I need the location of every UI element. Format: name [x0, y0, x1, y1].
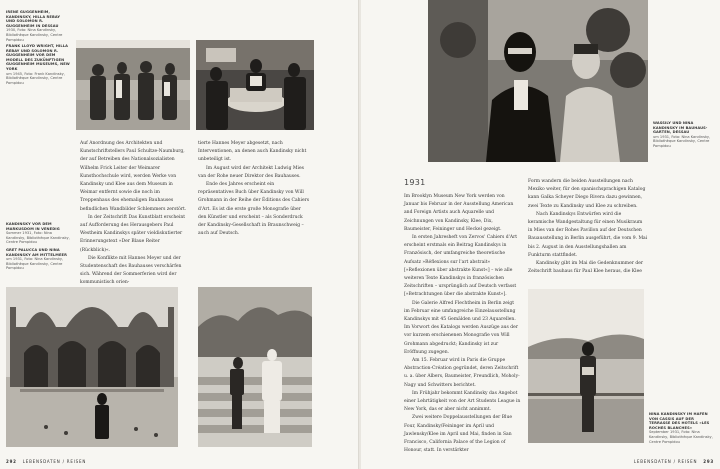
caption-title: NINA KANDINSKY IM HAFEN VON CASSIS AUF DER TERRASSE DES HOTELS »LES ROCHES BLANCHES«: [649, 412, 710, 430]
photo-nina-cassis: [528, 289, 644, 443]
photo-kandinsky-venice: [6, 287, 178, 447]
page-number: 292: [6, 459, 17, 464]
caption-wright-rebay: [6, 44, 70, 85]
caption-palucca: [6, 248, 70, 271]
left-page: [0, 0, 359, 469]
paragraph: Im Frühjahr bekommt Kandinsky das Angebot einer Lehrtätigkeit von der Art Students League in New York, das er aber nicht annimmt.: [404, 390, 521, 413]
caption-meta: September 1931, Foto: Nina Kandinsky, Bibliothèque Kandinsky, Centre Pompidou: [649, 430, 713, 444]
photo-guggenheim-dessau: [76, 40, 190, 130]
paragraph: Die Konflikte mit Hannes Meyer und der Studentenschaft des Bauhauses verschärfen sich. Während der Sommerferien wird der kommunistisch orien-: [80, 255, 182, 286]
caption-meta: um 1945, Foto: Frank Kandinsky, Bibliothèque Kandinsky, Centre Pompidou: [6, 71, 65, 85]
caption-title: GRET PALUCCA UND NINA KANDINSKY AM MITTELMEER: [6, 248, 67, 257]
caption-title: KANDINSKY VOR DEM MARKUSDOM IN VENEDIG: [6, 222, 60, 231]
caption-bauhaus-garden: [653, 121, 715, 149]
photo-kandinsky-bauhaus-garden: [428, 0, 648, 162]
running-head: LEBENSDATEN / REISEN: [22, 459, 87, 464]
caption-meta: Sommer 1931, Foto: Nina Kandinsky, Bibliothèque Kandinsky, Centre Pompidou: [6, 231, 70, 245]
paragraph: Die Galerie Alfred Flechtheim in Berlin zeigt im Februar eine umfangreiche Einzelausstellung Kandinskys mit 45 Gemälden und 23 Aquarellen. Im Vorwort des Katalogs werden Auszüge aus der vor kurzem erschienenen Monografie von Will Grohmann abgedruckt; Kandinsky ist zur Eröffnung zugegen.: [404, 300, 518, 355]
right-text-column-2: [528, 178, 648, 276]
paragraph: Im Brooklyn Museum New York werden von Januar bis Februar in der Ausstellung American and Foreign Artists auch Aquarelle und Zeichnungen von Kandinsky, Klee, Dix, Baumeister, Feininger und Heckel gezeigt.: [404, 194, 514, 232]
caption-venice: [6, 222, 70, 245]
left-text-column-1: [80, 140, 188, 288]
caption-title: IRENE GUGGENHEIM, KANDINSKY, HILLA REBAY UND SOLOMON R. GUGGENHEIM IN DESSAU: [6, 10, 61, 28]
paragraph: Kandinsky gibt im Mai die Gedenknummer der Zeitschrift bauhaus für Paul Klee heraus, die Klee: [528, 261, 644, 275]
paragraph: In ersten Jahresheft von Zervos' Cahiers d'Art erscheint erstmals ein Beitrag Kandinskys in Französisch, der umfangreiche theoretische Aufsatz »Réflexions sur l'art abstrait« [»Reflexionen über abstrakte Kunst«] – wie alle weiteren Texte Kandinskys in französischen Zeitschriften – ursprünglich auf Deutsch verfasst [»Betrachtungen über die abstrakte Kunst«].: [404, 235, 518, 298]
caption-meta: um 1931, Foto: Nina Kandinsky, Bibliothèque Kandinsky, Centre Pompidou: [653, 134, 711, 148]
paragraph: Form wandern die beiden Ausstellungen nach Mexiko weiter, für den spanischsprachigen Katalog kann Galka Scheyer Diego Rivera dazu gewinnen, zwei Texte zu Kandinsky und Klee zu schreiben.: [528, 179, 646, 209]
paragraph: In der Zeitschrift Das Kunstblatt erscheint auf Aufforderung des Herausgebers Paul Westheim Kandinskys später vieldiskutierter Erinnerungstext »Der Blaue Reiter (Rückblick)«.: [80, 214, 186, 253]
caption-title: FRANK LLOYD WRIGHT, HILLA REBAY UND SOLOMON R. GUGGENHEIM VOR DEM MODELL DES ZUKÜNFTIGEN GUGGENHEIM MUSEUMS, NEW YORK: [6, 44, 70, 71]
paragraph: Nach Kandinskys Entwürfen wird die keramische Wandgestaltung für einen Musikraum in Mies van der Rohes Pavillon auf der Deutschen Bauausstellung in Berlin ausgeführt, die vom 9. Mai bis 2. August in den Ausstellungshallen am Funkturm stattfindet.: [528, 211, 648, 258]
caption-cassis: [649, 412, 715, 444]
paragraph: Zwei weitere Doppelausstellungen der Blue Four, Kandinsky/Feininger im April und Jawlensky/Klee im April und Mai, finden in San Francisco, California Palace of the Legion of Honour, statt. In verstärkter: [404, 415, 513, 454]
paragraph: Am 15. Februar wird in Paris die Gruppe Abstraction-Création gegründet, deren Zeitschrift u. a. über Albers, Baumeister, Freundlich, Moholy-Nagy und Schwitters berichtet.: [404, 358, 520, 388]
paragraph: Ende des Jahres erscheint ein repräsentatives Buch über Kandinsky von Will Grohmann in der Reihe der Éditions des Cahiers d'Art. Es ist die erste große Monografie über den Künstler und erscheint – als Sonderdruck der Kandinsky-Gesellschaft in Braunschweig – auch auf Deutsch.: [198, 182, 310, 237]
right-text-column-1: [404, 193, 521, 456]
paragraph: Auf Anordnung des Architekten und Kunstschriftstellers Paul Schultze-Naumburg, der auf Betreiben des Nationalsozialisten Wilhelm Frick Leiter der Weimarer Kunsthochschule wird, werden Werke von Kandinsky und Klee aus dem Museum in Weimar entfernt sowie die noch im Treppenhaus des ehemaligen Bauhauses befindlichen Wandbilder Schlemmers zerstört.: [80, 141, 187, 212]
photo-palucca-nina: [198, 287, 312, 447]
year-heading: 1931: [404, 178, 426, 187]
left-text-column-2: [198, 140, 310, 238]
right-page: [361, 0, 720, 469]
right-footer: [634, 459, 714, 464]
page-number: 293: [703, 459, 714, 464]
left-footer: [6, 459, 86, 464]
paragraph: tierte Hannes Meyer abgesetzt, nach Interventionen, an denen auch Kandinsky nicht unbeteiligt ist.: [198, 141, 307, 163]
running-head: LEBENSDATEN / REISEN: [633, 459, 698, 464]
caption-meta: um 1931, Foto: Nina Kandinsky, Bibliothèque Kandinsky, Centre Pompidou: [6, 257, 64, 271]
photo-wright-rebay-model: [196, 40, 314, 130]
caption-guggenheim-dessau: [6, 10, 70, 42]
caption-title: WASSILY UND NINA KANDINSKY IM BAUHAUS-GARTEN, DESSAU: [653, 121, 708, 135]
paragraph: Im August wird der Architekt Ludwig Mies van der Rohe neuer Direktor des Bauhauses.: [198, 165, 304, 179]
caption-meta: 1930, Foto: Nina Kandinsky, Bibliothèque Kandinsky, Centre Pompidou: [6, 28, 63, 42]
